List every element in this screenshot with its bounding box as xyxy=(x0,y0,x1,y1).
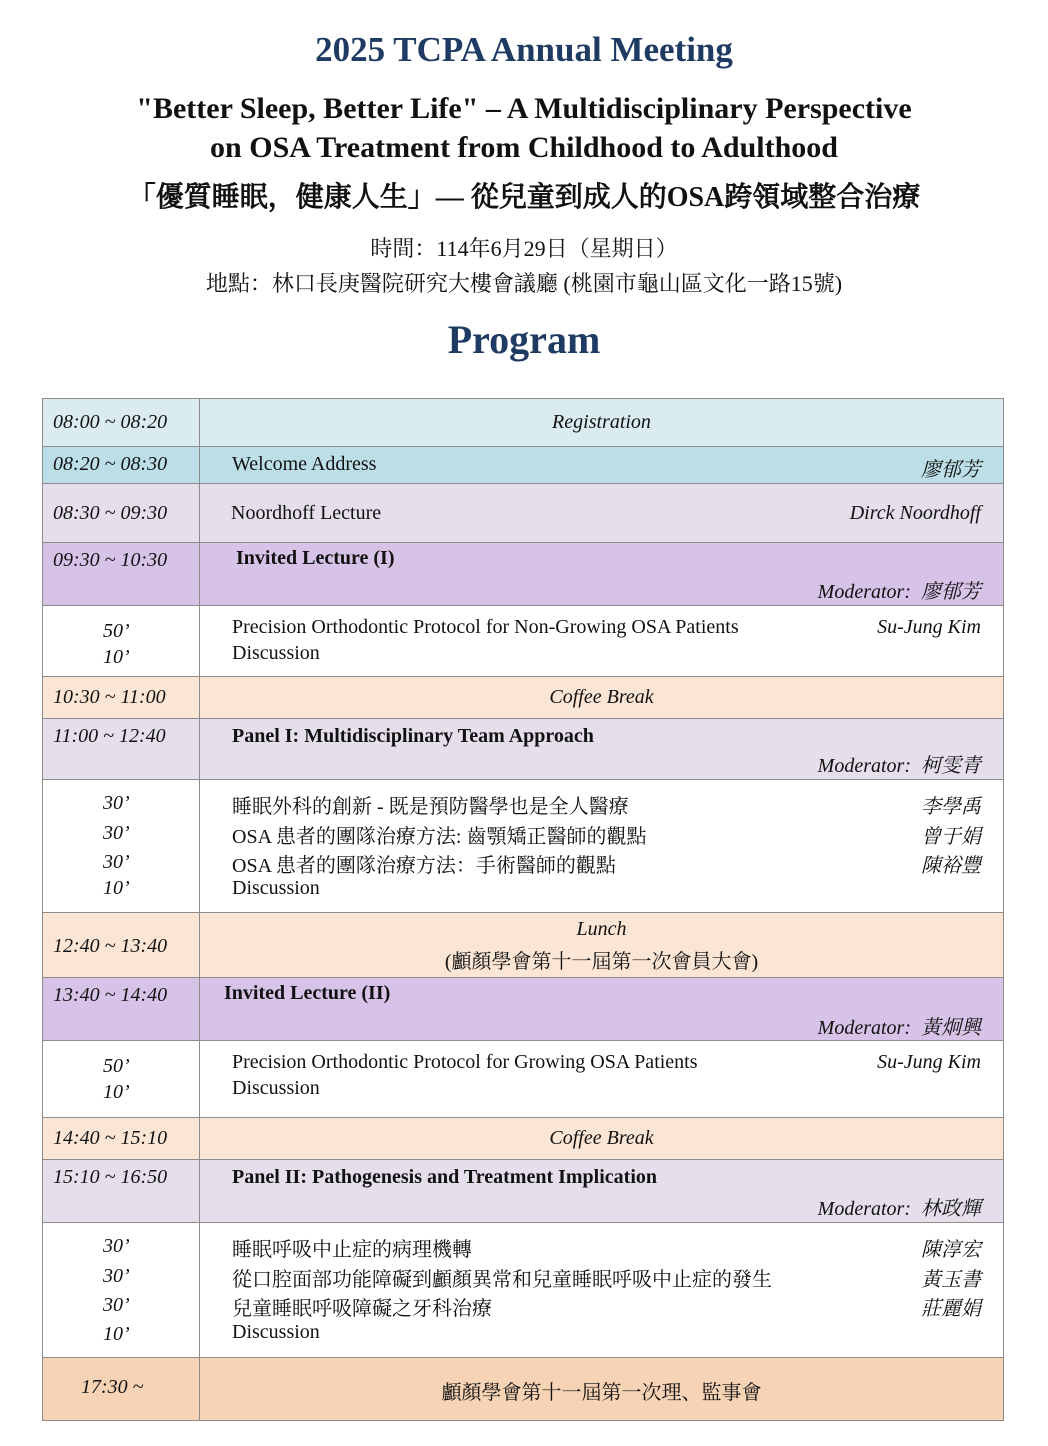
title-coffee-2: Coffee Break xyxy=(549,1127,654,1149)
subtitle-line-2: on OSA Treatment from Childhood to Adulthood xyxy=(210,131,838,164)
duration: 30’ xyxy=(103,822,130,844)
talk-speaker: Su-Jung Kim xyxy=(877,1051,981,1073)
row-welcome xyxy=(43,447,1004,484)
time-board-meeting: 17:30 ~ xyxy=(81,1376,144,1398)
talk-title: Discussion xyxy=(232,877,320,899)
row-board-meeting xyxy=(43,1358,1004,1421)
subtitle-chinese: 「優質睡眠，健康人生」— 從兒童到成人的OSA跨領域整合治療 xyxy=(127,182,921,213)
title-invited-2: Invited Lecture (II) xyxy=(224,982,391,1004)
row-noordhoff xyxy=(43,484,1004,543)
row-panel-1-talks xyxy=(43,780,1004,913)
time-panel-2: 15:10 ~ 16:50 xyxy=(53,1166,168,1188)
talk-speaker: 莊麗娟 xyxy=(921,1298,981,1320)
duration: 10’ xyxy=(103,877,130,899)
moderator-panel-2: 林政輝 xyxy=(921,1198,981,1220)
title-panel-2: Panel II: Pathogenesis and Treatment Implication xyxy=(232,1166,658,1188)
speaker-welcome: 廖郁芳 xyxy=(921,459,981,481)
row-coffee-break-1 xyxy=(43,677,1004,719)
row-panel-2 xyxy=(43,1160,1004,1223)
talk-speaker: 黃玉書 xyxy=(921,1269,981,1291)
program-schedule-table xyxy=(42,398,1004,1421)
title-panel-1: Panel I: Multidisciplinary Team Approach xyxy=(232,725,594,747)
title-welcome: Welcome Address xyxy=(232,453,377,475)
lunch-note: (顱顏學會第十一屆第一次會員大會) xyxy=(444,951,759,973)
duration: 10’ xyxy=(103,646,130,668)
row-panel-1 xyxy=(43,719,1004,780)
time-lunch: 12:40 ~ 13:40 xyxy=(53,935,168,957)
talk-title: 睡眠呼吸中止症的病理機轉 xyxy=(232,1239,472,1261)
talk-speaker: 陳裕豐 xyxy=(921,855,981,877)
time-panel-1: 11:00 ~ 12:40 xyxy=(53,725,166,747)
talk-speaker: 曾于娟 xyxy=(921,826,981,848)
row-registration xyxy=(43,399,1004,447)
row-panel-2-talks xyxy=(43,1223,1004,1358)
duration: 30’ xyxy=(103,1265,130,1287)
row-lunch xyxy=(43,913,1004,978)
duration: 50’ xyxy=(103,620,130,642)
row-coffee-break-2 xyxy=(43,1118,1004,1160)
moderator-label: Moderator: xyxy=(817,1017,911,1039)
talk-title: Precision Orthodontic Protocol for Growing OSA Patients xyxy=(232,1051,698,1073)
row-invited-lecture-1 xyxy=(43,543,1004,606)
time-invited-2: 13:40 ~ 14:40 xyxy=(53,984,168,1006)
moderator-invited-1: 廖郁芳 xyxy=(921,581,981,603)
talk-title: 睡眠外科的創新 - 既是預防醫學也是全人醫療 xyxy=(232,796,629,818)
talk-title: 兒童睡眠呼吸障礙之牙科治療 xyxy=(232,1298,492,1320)
time-coffee-1: 10:30 ~ 11:00 xyxy=(53,686,166,708)
talk-speaker: 陳淳宏 xyxy=(921,1239,981,1261)
title-lunch: Lunch xyxy=(576,918,627,940)
duration: 10’ xyxy=(103,1323,130,1345)
talk-title: 從口腔面部功能障礙到顱顏異常和兒童睡眠呼吸中止症的發生 xyxy=(232,1269,772,1291)
duration: 30’ xyxy=(103,792,130,814)
title-coffee-1: Coffee Break xyxy=(549,686,654,708)
talk-speaker: 李學禹 xyxy=(921,796,981,818)
duration: 30’ xyxy=(103,851,130,873)
moderator-label: Moderator: xyxy=(817,1198,911,1220)
time-noordhoff: 08:30 ~ 09:30 xyxy=(53,502,168,524)
title-invited-1: Invited Lecture (I) xyxy=(236,547,395,569)
time-coffee-2: 14:40 ~ 15:10 xyxy=(53,1127,168,1149)
row-invited-lecture-2 xyxy=(43,978,1004,1041)
moderator-invited-2: 黃炯興 xyxy=(921,1017,981,1039)
talk-title: OSA 患者的團隊治療方法: 齒顎矯正醫師的觀點 xyxy=(232,826,647,848)
moderator-panel-1: 柯雯青 xyxy=(921,755,981,777)
talk-title: Precision Orthodontic Protocol for Non-Growing OSA Patients xyxy=(232,616,739,638)
speaker-noordhoff: Dirck Noordhoff xyxy=(849,502,981,524)
talk-title: Discussion xyxy=(232,642,320,664)
talk-title: Discussion xyxy=(232,1321,320,1343)
title-registration: Registration xyxy=(552,411,651,433)
title-board-meeting: 顱顏學會第十一屆第一次理、監事會 xyxy=(441,1382,762,1404)
time-invited-1: 09:30 ~ 10:30 xyxy=(53,549,168,571)
talk-title: OSA 患者的團隊治療方法：手術醫師的觀點 xyxy=(232,855,616,877)
program-heading: Program xyxy=(447,317,601,362)
duration: 50’ xyxy=(103,1055,130,1077)
talk-speaker: Su-Jung Kim xyxy=(877,616,981,638)
subtitle-line-1: "Better Sleep, Better Life" – A Multidisciplinary Perspective xyxy=(136,92,912,125)
time-welcome: 08:20 ~ 08:30 xyxy=(53,453,168,475)
moderator-label: Moderator: xyxy=(817,581,911,603)
meeting-time: 時間：114年6月29日（星期日） xyxy=(370,236,678,261)
time-registration: 08:00 ~ 08:20 xyxy=(53,411,168,433)
row-invited-1-talks xyxy=(43,606,1004,677)
row-invited-2-talks xyxy=(43,1041,1004,1118)
duration: 10’ xyxy=(103,1081,130,1103)
talk-title: Discussion xyxy=(232,1077,320,1099)
duration: 30’ xyxy=(103,1235,130,1257)
title-noordhoff: Noordhoff Lecture xyxy=(231,502,382,524)
meeting-title: 2025 TCPA Annual Meeting xyxy=(315,30,733,69)
duration: 30’ xyxy=(103,1294,130,1316)
moderator-label: Moderator: xyxy=(817,755,911,777)
meeting-venue: 地點：林口長庚醫院研究大樓會議廳 (桃園市龜山區文化一路15號) xyxy=(205,271,843,296)
